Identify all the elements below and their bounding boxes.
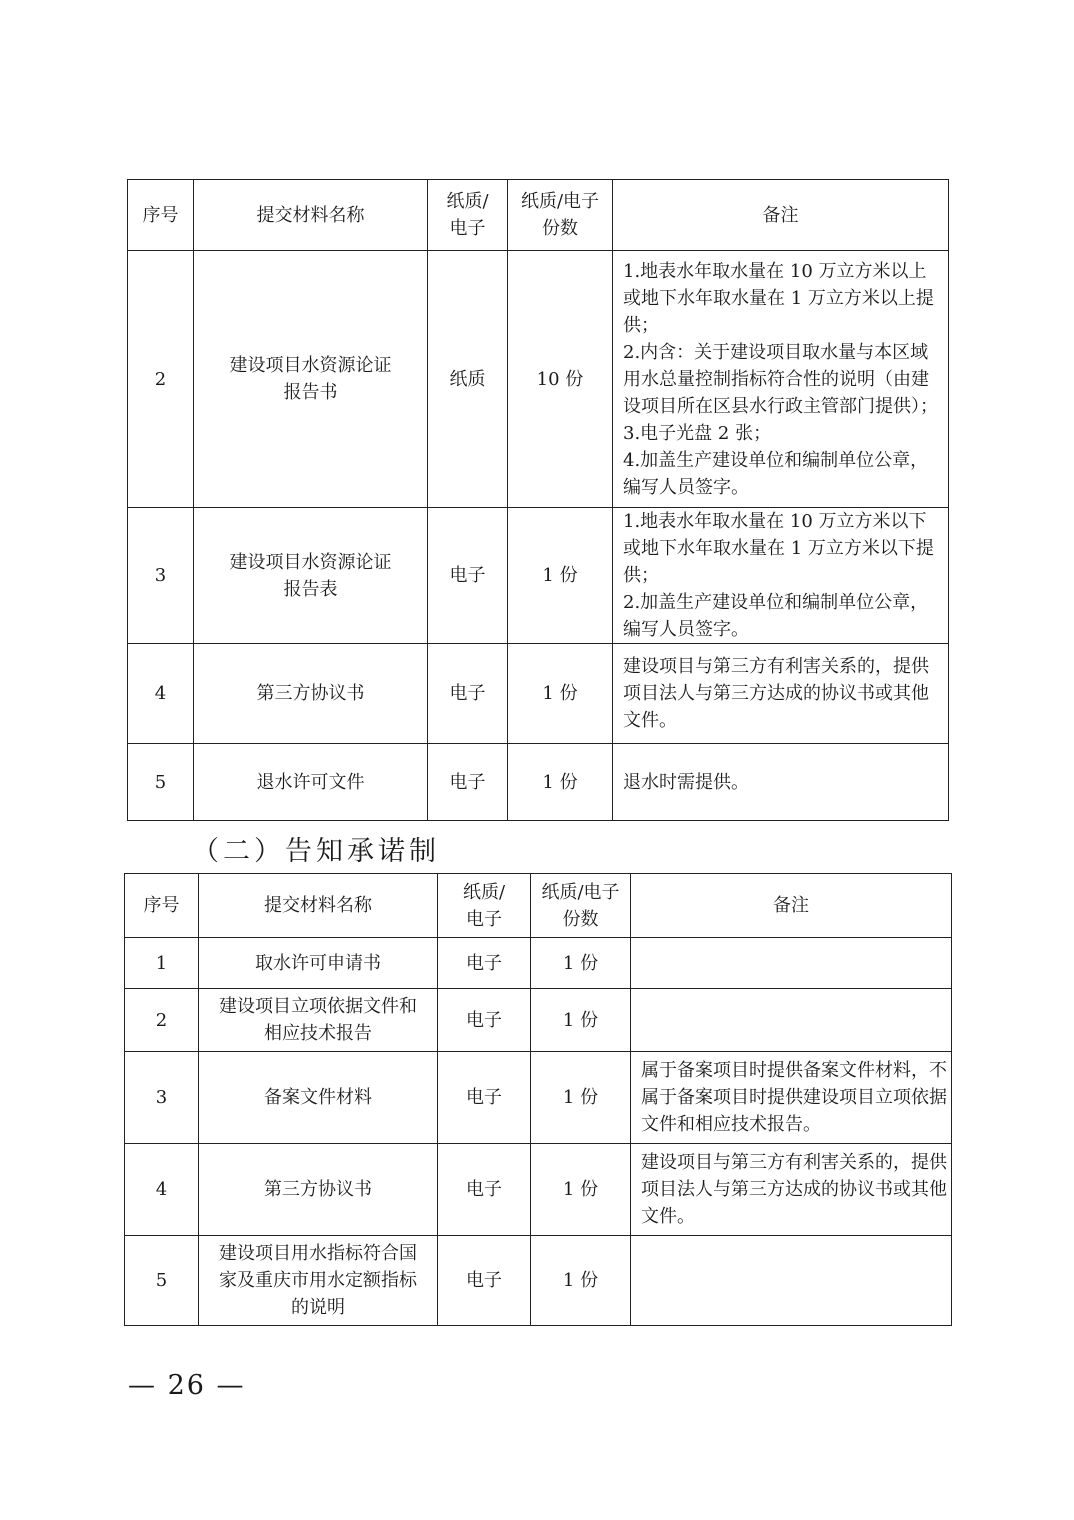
material-name-line: 第三方协议书 [256,683,365,704]
header-row [128,180,949,251]
notes-text: 2.加盖生产建设单位和编制单位公章，编写人员签字。 [623,592,929,640]
table-row [128,251,949,508]
row-notes [613,644,949,744]
row-count: 1 份 [508,508,613,644]
material-name-line: 建设项目立项依据文件和 [219,996,417,1017]
row-count: 1 份 [508,744,613,821]
row-material-name [194,508,428,644]
notes-text: 1.地表水年取水量在 10 万立方米以上或地下水年取水量在 1 万立方米以上提供； [623,260,934,336]
notes-text: 4.加盖生产建设单位和编制单位公章，编写人员签字。 [623,449,929,498]
materials-table-2-body [125,874,952,1326]
header-notes: 备注 [613,180,949,251]
material-name-line: 退水许可文件 [256,771,365,793]
material-name-line: 备案文件材料 [264,1087,372,1108]
header-notes: 备注 [631,874,952,938]
header-format-line: 纸质/ [462,881,506,903]
row-format: 电子 [438,1236,531,1326]
header-format-line: 电子 [449,218,486,239]
row-material-name [194,644,428,744]
row-format: 电子 [438,1052,531,1144]
notes-text: 属于备案项目时提供备案文件材料，不属于备案项目时提供建设项目立项依据文件和相应技术报告。 [641,1060,947,1135]
row-notes [631,1144,952,1236]
row-index: 2 [125,989,199,1052]
row-format: 电子 [438,1144,531,1236]
header-material-name: 提交材料名称 [199,874,438,938]
header-count-line: 纸质/电子 [541,881,620,903]
row-notes [631,1236,952,1326]
row-notes [631,938,952,989]
table-row [128,644,949,744]
table-row [125,1236,952,1326]
row-count: 10 份 [508,251,613,508]
material-name-line: 建设项目水资源论证 [229,355,392,376]
material-name-line: 取水许可申请书 [255,952,381,974]
row-notes [613,251,949,508]
row-format: 电子 [438,938,531,989]
page-number: — 26 — [128,1370,246,1401]
header-count [508,180,613,251]
row-format: 电子 [428,744,508,821]
header-count-line: 份数 [542,218,578,239]
row-material-name [194,251,428,508]
row-index: 5 [125,1236,199,1326]
row-index: 5 [128,744,194,821]
row-format: 电子 [428,508,508,644]
row-material-name [199,1052,438,1144]
material-name-line: 报告书 [283,382,338,403]
row-notes [631,1052,952,1144]
table-row [128,744,949,821]
header-count-line: 份数 [562,908,599,930]
notes-text: 退水时需提供。 [623,771,749,793]
material-name-line: 报告表 [283,578,338,600]
materials-table-1 [127,179,949,821]
header-format [428,180,508,251]
header-format-line: 纸质/ [446,191,489,212]
material-name-line: 的说明 [291,1297,345,1318]
row-count: 1 份 [508,644,613,744]
row-count: 1 份 [531,938,631,989]
material-name-line: 建设项目用水指标符合国 [219,1243,417,1264]
row-material-name [199,989,438,1052]
row-index: 1 [125,938,199,989]
row-notes [613,744,949,821]
row-count: 1 份 [531,989,631,1052]
material-name-line: 家及重庆市用水定额指标 [219,1270,417,1291]
material-name-line: 建设项目水资源论证 [229,551,392,573]
material-name-line: 相应技术报告 [264,1023,372,1044]
row-index: 4 [128,644,194,744]
table-row [125,989,952,1052]
row-index: 4 [125,1144,199,1236]
notes-text: 1.地表水年取水量在 10 万立方米以下或地下水年取水量在 1 万立方米以下提供； [623,511,934,586]
row-count: 1 份 [531,1144,631,1236]
row-format: 纸质 [428,251,508,508]
header-format [438,874,531,938]
header-count-line: 纸质/电子 [520,191,600,212]
notes-text: 2.内含：关于建设项目取水量与本区域用水总量控制指标符合性的说明（由建设项目所在区县水行政主管部门提供）； [623,341,938,417]
material-name-line: 第三方协议书 [264,1179,372,1200]
header-index: 序号 [125,874,199,938]
row-index: 3 [128,508,194,644]
row-format: 电子 [428,644,508,744]
header-index: 序号 [128,180,194,251]
header-format-line: 电子 [466,908,502,930]
notes-text: 建设项目与第三方有利害关系的，提供项目法人与第三方达成的协议书或其他文件。 [641,1152,947,1227]
table-row [125,1144,952,1236]
row-notes [631,989,952,1052]
header-row [125,874,952,938]
row-format: 电子 [438,989,531,1052]
header-material-name: 提交材料名称 [194,180,428,251]
notes-text: 建设项目与第三方有利害关系的，提供项目法人与第三方达成的协议书或其他文件。 [623,656,929,731]
table-row [128,508,949,644]
materials-table-2 [124,873,952,1326]
row-notes [613,508,949,644]
row-count: 1 份 [531,1052,631,1144]
row-material-name [194,744,428,821]
row-count: 1 份 [531,1236,631,1326]
row-material-name [199,1144,438,1236]
materials-table-1-body [128,180,949,821]
row-material-name [199,938,438,989]
table-row [125,1052,952,1144]
row-index: 2 [128,251,194,508]
row-material-name [199,1236,438,1326]
notes-text: 3.电子光盘 2 张； [623,422,772,444]
row-index: 3 [125,1052,199,1144]
section-heading: （二）告知承诺制 [192,836,440,867]
header-count [531,874,631,938]
table-row [125,938,952,989]
